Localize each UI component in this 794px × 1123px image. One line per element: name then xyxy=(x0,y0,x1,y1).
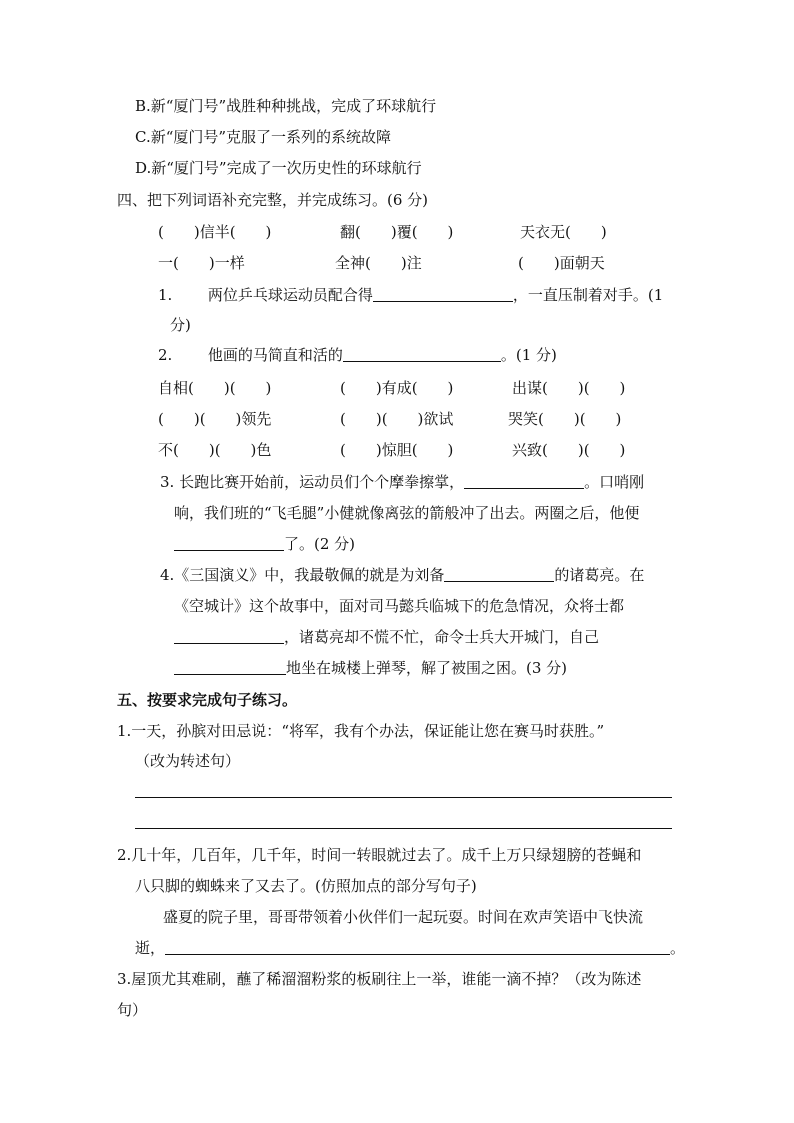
word-item: 兴致( )( ) xyxy=(512,441,626,459)
exercise-number: 1. xyxy=(158,286,173,304)
word-item: ( )有成( ) xyxy=(340,379,454,397)
exercise-text: 分) xyxy=(170,316,191,334)
answer-blank[interactable] xyxy=(174,628,284,644)
word-item: ( )惊胆( ) xyxy=(340,441,454,459)
word-item: 全神( )注 xyxy=(335,254,422,272)
answer-line[interactable] xyxy=(135,797,672,798)
item-2-text: 盛夏的院子里，哥哥带领着小伙伴们一起玩耍。时间在欢声笑语中飞快流 xyxy=(163,908,644,926)
exercise-text: 的诸葛亮。在 xyxy=(554,566,645,584)
exercise-text: 《空城计》这个故事中，面对司马懿兵临城下的危急情况，众将士都 xyxy=(174,597,625,615)
word-item: ( )( )领先 xyxy=(158,410,272,428)
item-2-text: 八只脚的蜘蛛来了又去了。(仿照加点的部分写句子) xyxy=(135,877,477,895)
section-5-heading: 五、按要求完成句子练习。 xyxy=(117,691,298,709)
answer-line[interactable] xyxy=(135,828,672,829)
item-1-instruction: （改为转述句） xyxy=(135,752,241,770)
exercise-1 xyxy=(158,285,663,305)
item-3-text: 句） xyxy=(117,1001,148,1019)
exercise-text: 。(1 分) xyxy=(500,346,557,364)
exercise-2 xyxy=(158,345,557,365)
answer-blank[interactable] xyxy=(373,286,513,302)
exercise-text: 4.《三国演义》中，我最敬佩的就是为刘备 xyxy=(160,566,445,584)
exercise-text: ，诸葛亮却不慌不忙，命令士兵大开城门，自己 xyxy=(284,628,600,646)
exercise-number: 2. xyxy=(158,346,173,364)
item-2-text: 。 xyxy=(670,939,686,957)
exercise-4 xyxy=(160,565,644,585)
exercise-text: 了。(2 分) xyxy=(284,535,356,553)
answer-blank[interactable] xyxy=(343,346,501,362)
word-item: 天衣无( ) xyxy=(520,223,607,241)
option-c: C.新“厦门号”克服了一系列的系统故障 xyxy=(135,128,392,146)
answer-blank[interactable] xyxy=(174,535,284,551)
exercise-text: 两位乒乓球运动员配合得 xyxy=(207,286,373,304)
word-item: 不( )( )色 xyxy=(158,441,272,459)
exercise-text: ，一直压制着对手。(1 xyxy=(512,286,664,304)
exercise-text: 。口哨刚 xyxy=(584,473,645,491)
exercise-text: 响，我们班的“飞毛腿”小健就像离弦的箭般冲了出去。两圈之后，他便 xyxy=(174,504,640,522)
word-item: 自相( )( ) xyxy=(158,379,272,397)
word-item: ( )面朝天 xyxy=(518,254,605,272)
word-item: 一( )一样 xyxy=(158,254,245,272)
word-item: ( )信半( ) xyxy=(158,223,272,241)
section-4-heading: 四、把下列词语补充完整，并完成练习。(6 分) xyxy=(117,191,429,209)
exercise-text: 地坐在城楼上弹琴，解了被围之困。(3 分) xyxy=(286,659,568,677)
answer-blank[interactable] xyxy=(165,939,670,955)
item-1-text: 1.一天，孙膑对田忌说：“将军，我有个办法，保证能让您在赛马时获胜。” xyxy=(117,722,605,740)
exercise-3-end xyxy=(174,534,355,554)
word-item: ( )( )欲试 xyxy=(340,410,454,428)
option-b: B.新“厦门号”战胜种种挑战，完成了环球航行 xyxy=(135,97,437,115)
exercise-4-end xyxy=(174,658,567,678)
word-item: 出谋( )( ) xyxy=(512,379,626,397)
item-2-text: 2.几十年，几百年，几千年，时间一转眼就过去了。成千上万只绿翅膀的苍蝇和 xyxy=(117,846,642,864)
answer-blank[interactable] xyxy=(174,659,286,675)
option-d: D.新“厦门号”完成了一次历史性的环球航行 xyxy=(135,159,422,177)
exercise-text: 3. 长跑比赛开始前，运动员们个个摩拳擦掌， xyxy=(160,473,465,491)
item-2-fill xyxy=(135,938,685,958)
exercise-text: 他画的马简直和活的 xyxy=(207,346,343,364)
item-2-text: 逝， xyxy=(135,939,166,957)
answer-blank[interactable] xyxy=(444,566,554,582)
answer-blank[interactable] xyxy=(464,473,584,489)
exercise-3 xyxy=(160,472,644,492)
exercise-4-mid xyxy=(174,627,599,647)
word-item: 哭笑( )( ) xyxy=(508,410,622,428)
word-item: 翻( )覆( ) xyxy=(340,223,454,241)
item-3-text: 3.屋顶尤其难刷，蘸了稀溜溜粉浆的板刷往上一举，谁能一滴不掉？（改为陈述 xyxy=(117,970,642,988)
